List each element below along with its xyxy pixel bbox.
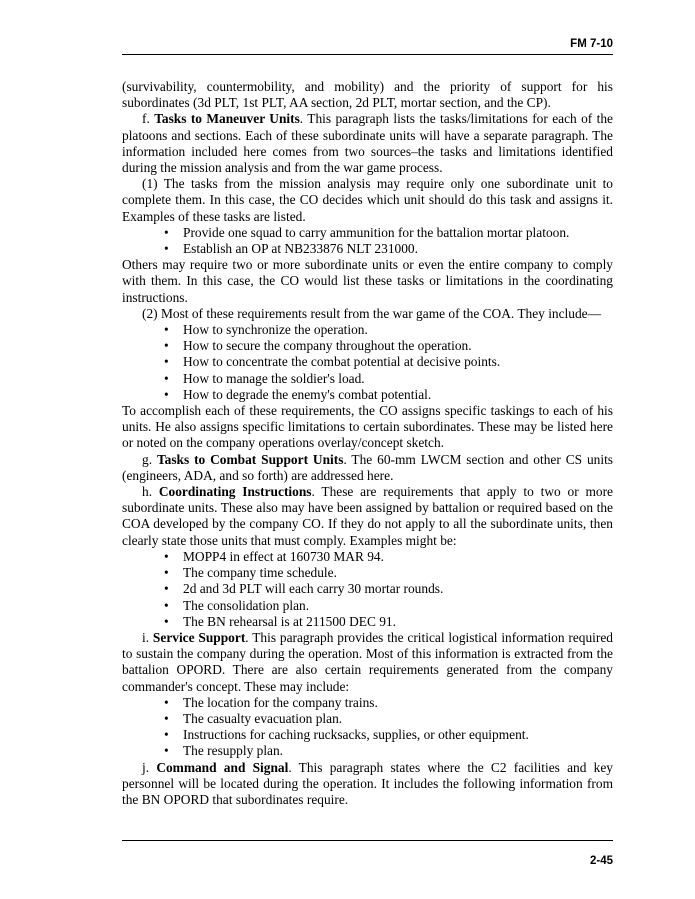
list-item: • How to degrade the enemy's combat potential. — [122, 387, 613, 403]
paragraph-continuation: (survivability, countermobility, and mobility) and the priority of support for his subordinates (3d PLT, 1st PLT, AA section, 2d PLT, mortar section, and the CP). — [122, 79, 613, 111]
paragraph-f2-after: To accomplish each of these requirements, the CO assigns specific taskings to each of his units. He also assigns specific limitations to certain subordinates. These may be listed here or noted on the company operations overlay/concept sketch. — [122, 403, 613, 451]
paragraph-f-text: . This paragraph lists the tasks/limitations for each of the platoons and sections. Each of these subordinate units will have a separate paragraph. The information included here comes from two sources–the tasks and limitations identified during the mission analysis and from the war game process. — [122, 111, 614, 176]
paragraph-i-title: Service Support — [152, 629, 246, 645]
list-item: • How to secure the company throughout the operation. — [122, 338, 613, 354]
paragraph-f2: (2) Most of these requirements result from the war game of the COA. They include— — [142, 305, 602, 321]
paragraph-h — [122, 484, 613, 549]
bullet-list-h — [122, 549, 613, 630]
paragraph-g — [122, 452, 613, 484]
list-item: • The consolidation plan. — [122, 598, 613, 614]
paragraph-j-letter: j. — [142, 759, 150, 775]
list-item: • MOPP4 in effect at 160730 MAR 94. — [122, 549, 613, 565]
list-item: • How to synchronize the operation. — [122, 322, 613, 338]
page-number: 2-45 — [589, 855, 613, 867]
bullet-list-i — [122, 695, 613, 760]
list-item: • Instructions for caching rucksacks, supplies, or other equipment. — [122, 727, 613, 743]
paragraph-f1: (1) The tasks from the mission analysis may require only one subordinate unit to complete them. In this case, the CO decides which unit should do this task and assigns it. Examples of these tasks are listed. — [122, 176, 613, 224]
paragraph-g-letter: g. — [142, 451, 153, 467]
paragraph-i-text: . This paragraph provides the critical logistical information required to sustain the company during the operation. Most of this information is extracted from the battalion OPORD. There are also certain requirements generated from the company commander's concept. These may include: — [122, 629, 613, 694]
list-item: • Establish an OP at NB233876 NLT 231000. — [122, 241, 613, 257]
paragraph-f-letter: f. — [142, 111, 150, 127]
paragraph-h-text: . These are requirements that apply to two or more subordinate units. These also may have been assigned by battalion or required based on the COA developed by the company CO. If they do not apply to all the subordinate units, then clearly state those units that must comply. Examples might be: — [122, 484, 613, 548]
page-footer — [122, 840, 613, 867]
list-item: • How to manage the soldier's load. — [122, 371, 613, 387]
list-item: • 2d and 3d PLT will each carry 30 mortar rounds. — [122, 581, 613, 597]
paragraph-i — [122, 630, 613, 695]
paragraph-j — [122, 760, 613, 809]
list-item: • The location for the company trains. — [122, 695, 613, 711]
paragraph-j-text: . This paragraph states where the C2 facilities and key personnel will be located during the operation. It includes the following information from the BN OPORD that subordinates require. — [122, 759, 613, 807]
bullet-list-f2 — [122, 322, 613, 403]
list-item: • The resupply plan. — [122, 743, 613, 759]
list-item: • Provide one squad to carry ammunition for the battalion mortar platoon. — [122, 225, 613, 241]
paragraph-i-letter: i. — [142, 629, 150, 645]
paragraph-h-title: Coordinating Instructions — [158, 484, 312, 500]
paragraph-h-letter: h. — [142, 484, 153, 500]
paragraph-f — [122, 111, 613, 176]
paragraph-j-title: Command and Signal — [156, 759, 289, 775]
list-item: • The casualty evacuation plan. — [122, 711, 613, 727]
list-item: • The BN rehearsal is at 211500 DEC 91. — [122, 614, 613, 630]
paragraph-f1-after: Others may require two or more subordinate units or even the entire company to comply with them. In this case, the CO would list these tasks or limitations in the coordinating instructions. — [122, 257, 613, 305]
bullet-list-f1 — [122, 225, 613, 257]
list-item: • How to concentrate the combat potential at decisive points. — [122, 354, 613, 370]
paragraph-f-title: Tasks to Maneuver Units — [154, 111, 300, 127]
page-header — [122, 38, 613, 55]
page-body — [122, 79, 613, 808]
header-doc-id: FM 7-10 — [570, 38, 613, 50]
paragraph-g-title: Tasks to Combat Support Units — [156, 451, 344, 467]
paragraph-g-text: . The 60-mm LWCM section and other CS units (engineers, ADA, and so forth) are addressed here. — [122, 451, 614, 483]
list-item: • The company time schedule. — [122, 565, 613, 581]
